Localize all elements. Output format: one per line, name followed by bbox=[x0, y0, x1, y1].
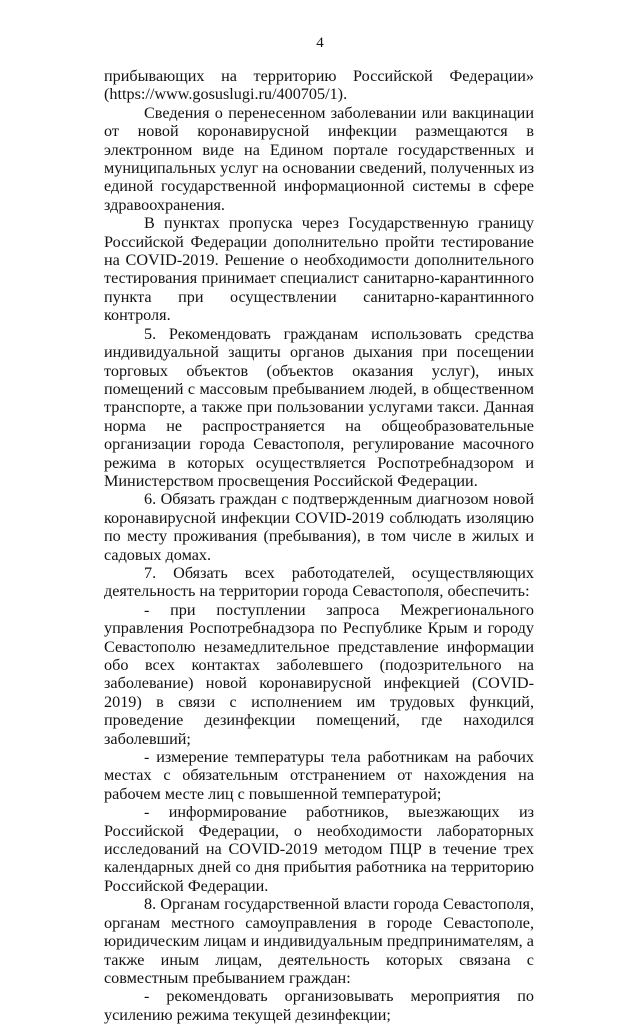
list-item-8-1: - рекомендовать организовывать мероприятия по усилению режима текущей дезинфекции; bbox=[104, 987, 534, 1024]
list-item-7-1: - при поступлении запроса Межрегионального управления Роспотребнадзора по Республике Крым и городу Севастополю незамедлительное представление информации обо всех контактах заболевшего (подозрительного на заболевание) новой коронавирусной инфекцией (COVID-2019) в связи с исполнением им трудовых функций, проведение дезинфекции помещений, где находился заболевший; bbox=[104, 600, 534, 748]
paragraph-item-7: 7. Обязать всех работодателей, осуществляющих деятельность на территории города Севастополя, обеспечить: bbox=[104, 563, 534, 601]
paragraph-1: прибывающих на территорию Российской Федерации» (https://www.gosuslugi.ru/400705/1). bbox=[104, 67, 534, 104]
list-item-7-3: - информирование работников, выезжающих из Российской Федерации, о необходимости лабораторных исследований на COVID-2019 методом ПЦР в течение трех календарных дней со дня прибытия работника на территорию Российской Федерации. bbox=[104, 803, 534, 895]
list-item-7-2: - измерение температуры тела работникам на рабочих местах с обязательным отстранением от нахождения на рабочем месте лиц с повышенной температурой; bbox=[104, 748, 534, 803]
document-body bbox=[104, 67, 534, 1024]
paragraph-item-8: 8. Органам государственной власти города Севастополя, органам местного самоуправления в городе Севастополе, юридическим лицам и индивидуальным предпринимателям, а также иным лицам, деятельность которых связана с совместным пребыванием граждан: bbox=[104, 895, 534, 987]
page-number: 4 bbox=[316, 35, 324, 51]
paragraph-item-6: 6. Обязать граждан с подтвержденным диагнозом новой коронавирусной инфекции COVID-2019 соблюдать изоляцию по месту проживания (пребывания), в том числе в жилых и садовых домах. bbox=[104, 490, 534, 564]
paragraph-2: Сведения о перенесенном заболевании или вакцинации от новой коронавирусной инфекции размещаются в электронном виде на Едином портале государственных и муниципальных услуг на основании сведений, полученных из единой государственной информационной системы в сфере здравоохранения. bbox=[104, 103, 534, 214]
paragraph-3: В пунктах пропуска через Государственную границу Российской Федерации дополнительно пройти тестирование на COVID-2019. Решение о необходимости дополнительного тестирования принимает специалист санитарно-карантинного пункта при осуществлении санитарно-карантинного контроля. bbox=[104, 214, 534, 325]
paragraph-item-5: 5. Рекомендовать гражданам использовать средства индивидуальной защиты органов дыхания при посещении торговых объектов (объектов оказания услуг), иных помещений с массовым пребыванием людей, в общественном транспорте, а также при пользовании услугами такси. Данная норма не распространяется на общеобразовательные организации города Севастополя, регулирование масочного режима в которых осуществляется Роспотребнадзором и Министерством просвещения Российской Федерации. bbox=[104, 324, 534, 490]
